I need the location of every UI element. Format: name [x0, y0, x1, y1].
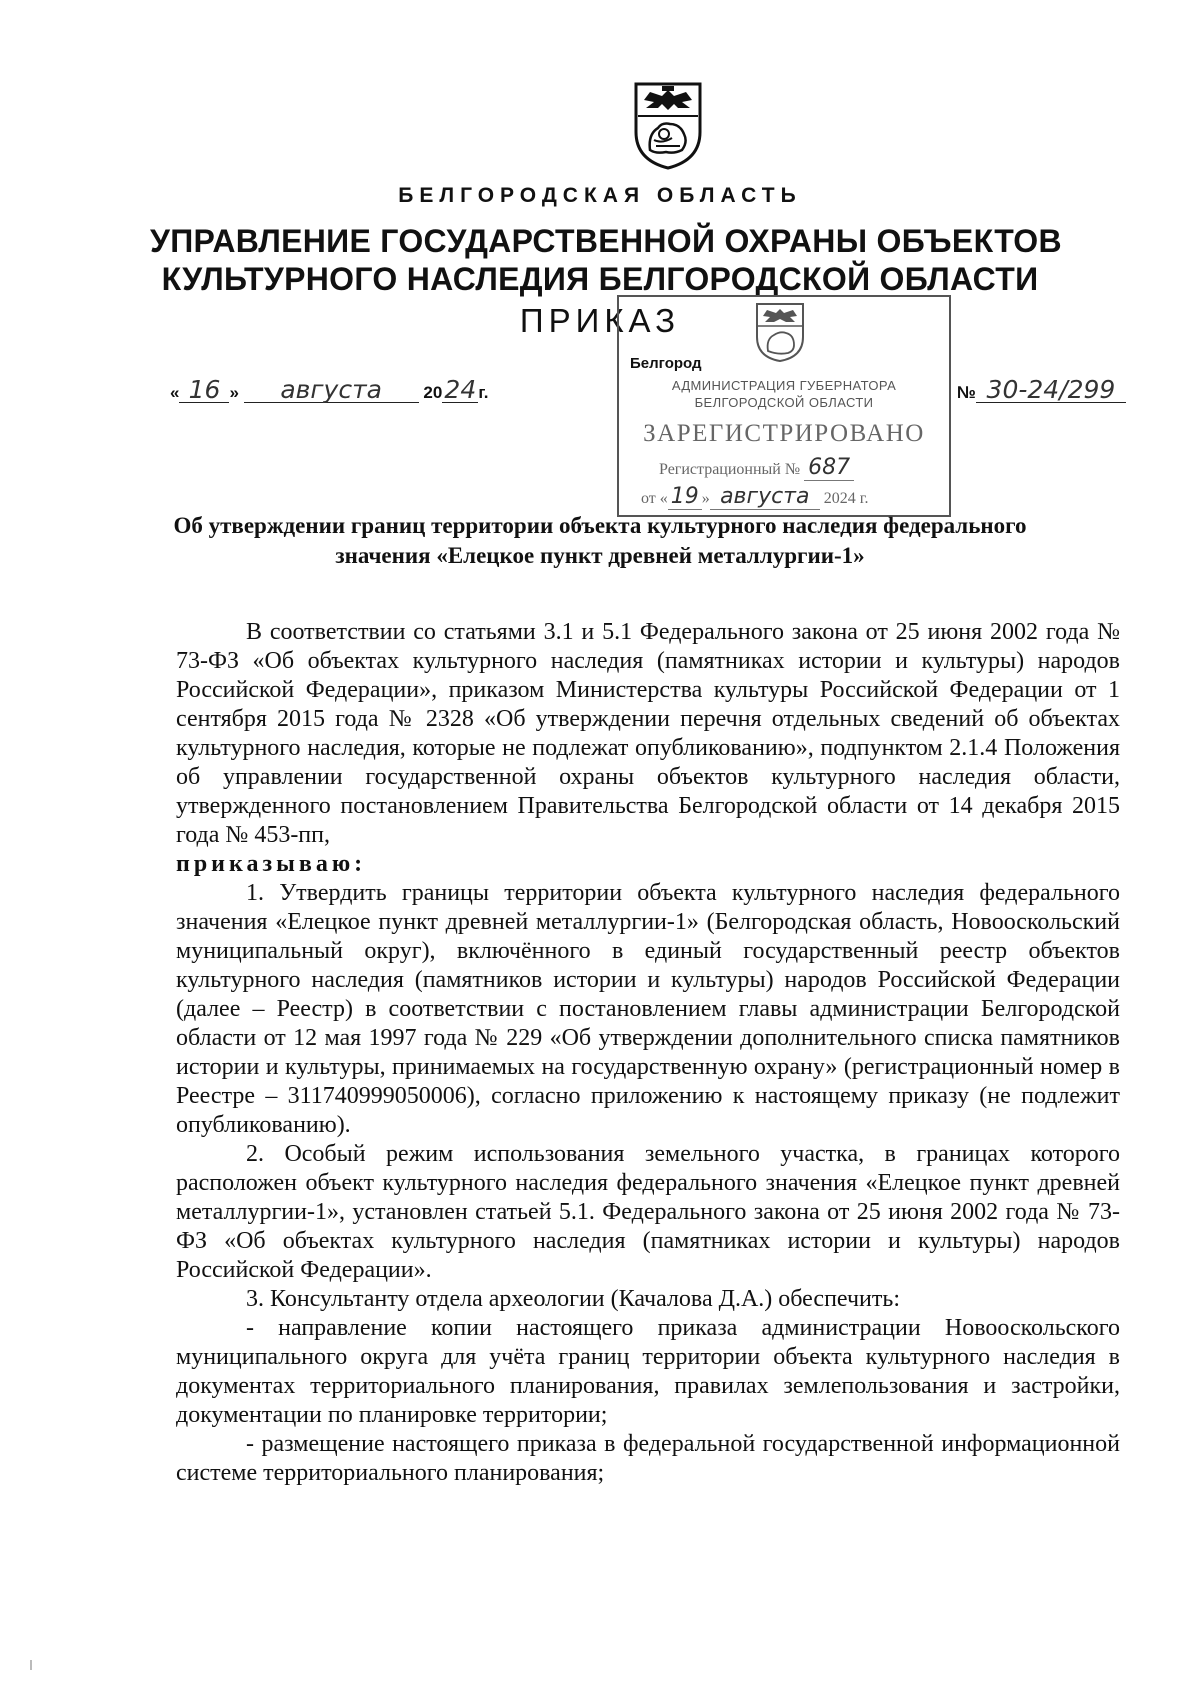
agency-name-line-1: УПРАВЛЕНИЕ ГОСУДАРСТВЕННОЙ ОХРАНЫ ОБЪЕКТОВ [150, 223, 1062, 259]
stamp-organization [619, 377, 949, 411]
stamp-reg-year: 2024 [823, 490, 856, 507]
agency-name [150, 222, 1062, 298]
orders-line [176, 850, 1120, 879]
document-number [957, 375, 1126, 404]
document-title: Об утверждении границ территории объекта культурного наследия федерального значения «Елецкое пункт древней металлургии-1» [173, 513, 1027, 568]
stamp-line-1: АДМИНИСТРАЦИЯ ГУБЕРНАТОРА [671, 378, 897, 393]
stamp-from-label: от « [641, 490, 668, 507]
stamp-status: ЗАРЕГИСТРИРОВАНО [643, 420, 925, 447]
orders-word: приказываю: [176, 851, 367, 877]
paragraph-item-2: 2. Особый режим использования земельного участка, в границах которого расположен объект культурного наследия федерального значения «Елецкое пункт древней металлургии-1», установлен статьей 5.1. Федерального закона от 25 июня 2002 года № 73-ФЗ «Об объектах культурного наследия (памятниках истории и культуры) народов Российской Федерации». [176, 1141, 1120, 1283]
paragraph-item-1: 1. Утвердить границы территории объекта культурного наследия федерального значения «Елецкое пункт древней металлургии-1» (Белгородская область, Новооскольский муниципальный округ), включённого в единый государственный реестр объектов культурного наследия (памятников истории и культуры) народов Российской Федерации (далее – Реестр) в соответствии с постановлением главы администрации Белгородской области от 12 мая 1997 года № 229 «Об утверждении дополнительного списка памятников истории и культуры, принимаемых на государственную охрану» (регистрационный номер в Реестре – 311740999050006), согласно приложению к настоящему приказу (не подлежит опубликованию). [176, 880, 1120, 1138]
number-value: 30-24/299 [976, 378, 1126, 403]
date-day: 16 [179, 378, 229, 403]
stamp-reg-label: Регистрационный № [659, 461, 801, 478]
document-date [170, 375, 489, 404]
stamp-registration-number [659, 456, 854, 481]
number-label: № [957, 383, 976, 402]
region-name: БЕЛГОРОДСКАЯ ОБЛАСТЬ [398, 184, 802, 207]
stamp-line-2: БЕЛГОРОДСКОЙ ОБЛАСТИ [694, 395, 874, 410]
scan-edge-mark [30, 1660, 32, 1670]
date-open-quote: « [170, 383, 180, 402]
date-close-quote: » [229, 383, 239, 402]
coat-of-arms-icon [632, 80, 704, 170]
paragraph-item-3-bullet-2: - размещение настоящего приказа в федеральной государственной информационной системе территориального планирования; [176, 1431, 1120, 1486]
stamp-reg-sep: » [701, 490, 710, 507]
date-year-mark: г. [478, 383, 489, 402]
document-type: ПРИКАЗ [519, 302, 681, 339]
agency-name-line-2: КУЛЬТУРНОГО НАСЛЕДИЯ БЕЛГОРОДСКОЙ ОБЛАСТИ [161, 261, 1039, 297]
registration-stamp [617, 295, 951, 517]
stamp-reg-month: августа [710, 485, 820, 510]
city-name: Белгород [630, 355, 702, 372]
stamp-reg-year-mark: г. [859, 490, 869, 507]
paragraph-item-3-bullet-1: - направление копии настоящего приказа администрации Новооскольского муниципального округа для учёта границ территории объекта культурного наследия в документах территориального планирования, правилах землепользования и застройки, документации по планировке территории; [176, 1315, 1120, 1428]
date-year-suffix: 24 [442, 378, 478, 403]
date-year-prefix: 20 [423, 383, 443, 402]
stamp-registration-date [641, 485, 869, 510]
document-body [176, 618, 1120, 1488]
stamp-reg-number: 687 [804, 456, 854, 481]
date-month: августа [244, 378, 419, 403]
stamp-reg-day: 19 [668, 485, 702, 510]
paragraph-item-3: 3. Консультанту отдела археологии (Качалова Д.А.) обеспечить: [246, 1286, 900, 1312]
paragraph-preamble: В соответствии со статьями 3.1 и 5.1 Федерального закона от 25 июня 2002 года № 73-ФЗ «Об объектах культурного наследия (памятниках истории и культуры) народов Российской Федерации», приказом Министерства культуры Российской Федерации от 1 сентября 2015 года № 2328 «Об утверждении перечня отдельных сведений об объектах культурного наследия, которые не подлежат опубликованию», подпунктом 2.1.4 Положения об управлении государственной охраны объектов культурного наследия области, утвержденного постановлением Правительства Белгородской области от 14 декабря 2015 года № 453-пп, [176, 619, 1120, 848]
stamp-emblem-icon [754, 301, 806, 363]
